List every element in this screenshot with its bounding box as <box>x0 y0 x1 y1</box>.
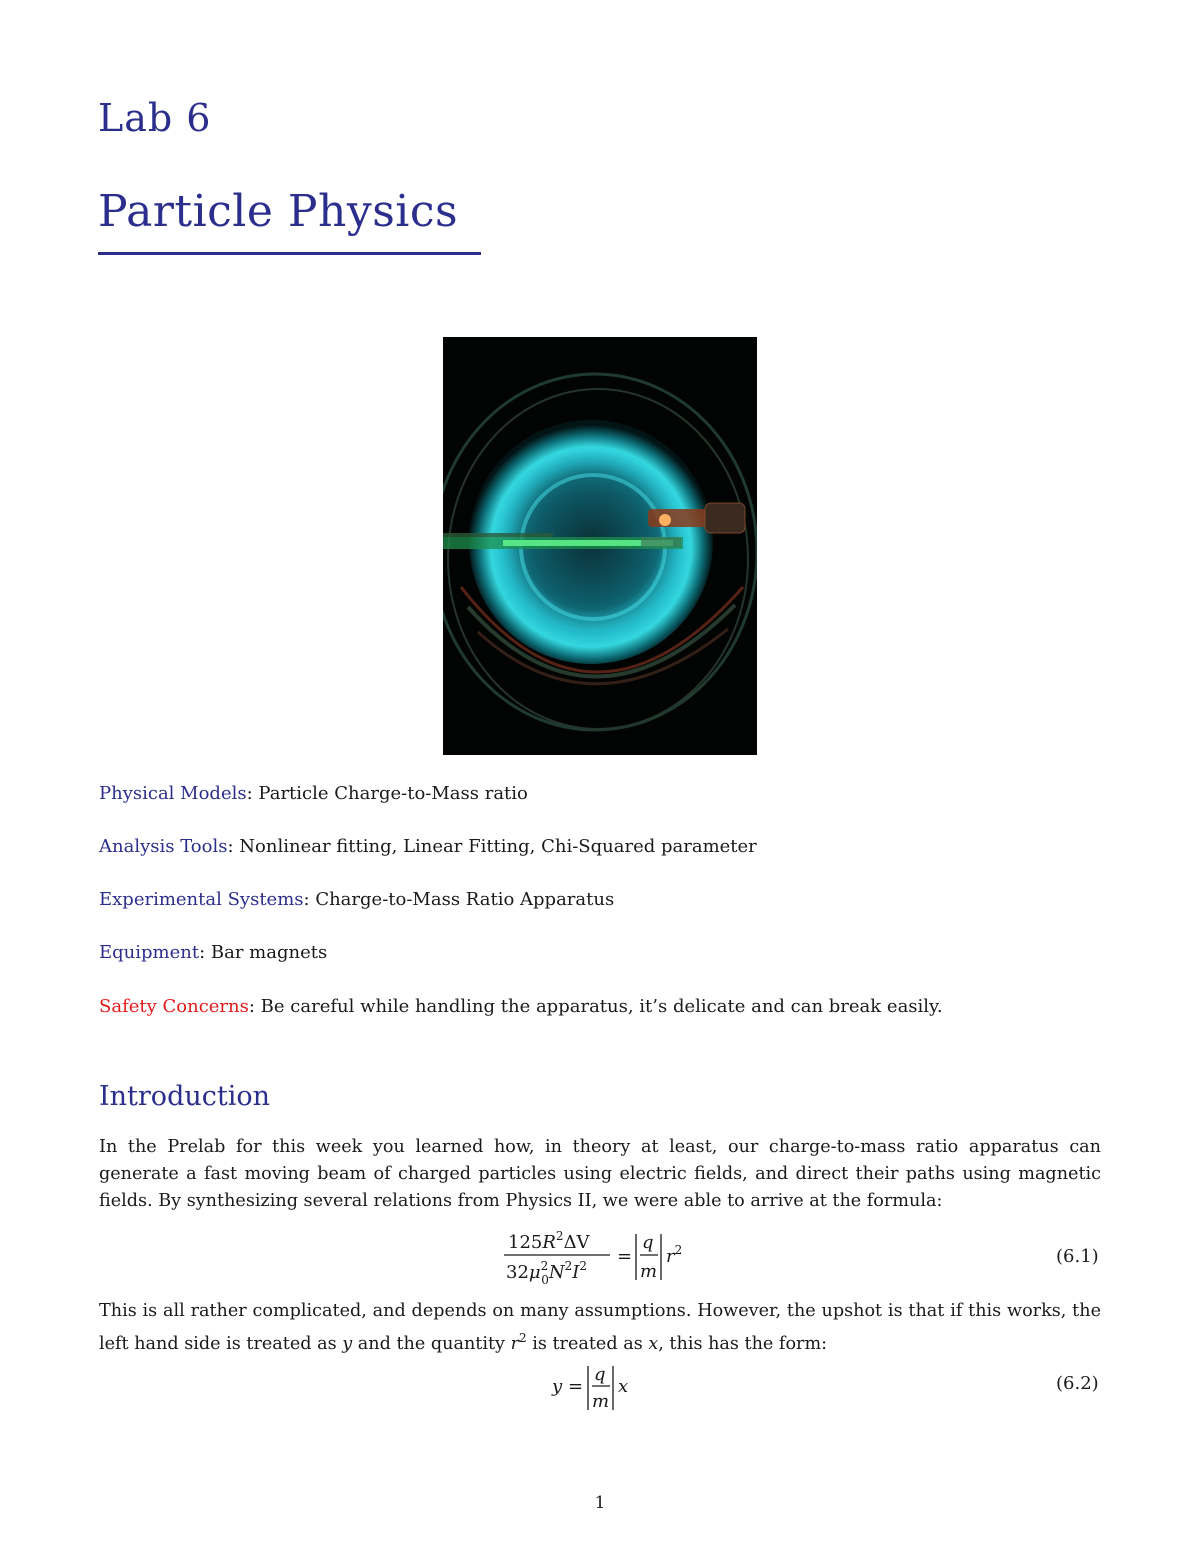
svg-text:m: m <box>592 1391 610 1412</box>
svg-text:r2: $r^2$ <box>666 1243 683 1267</box>
svg-text:q: q <box>642 1232 654 1253</box>
lab-number: Lab 6 <box>98 96 212 140</box>
paragraph-intro: In the Prelab for this week you learned how, in theory at least, our charge-to-mass ratio apparatus can generate a fast moving beam of charged particles using electric fields, and direct their paths using magnetic fields. By synthesizing several relations from Physics II, we were able to arrive at the formula: <box>99 1137 1101 1211</box>
svg-text:q: q <box>594 1364 606 1385</box>
svg-text:x: x <box>618 1376 629 1397</box>
svg-text:m: m <box>640 1261 658 1282</box>
meta-analysis-tools: Analysis Tools: Nonlinear fitting, Linear Fitting, Chi-Squared parameter <box>99 836 757 857</box>
meta-value: Nonlinear fitting, Linear Fitting, Chi-Squared parameter <box>239 836 757 857</box>
meta-value: Be careful while handling the apparatus, it’s delicate and can break easily. <box>260 996 943 1017</box>
equation-6-1 <box>490 1224 730 1286</box>
equation-number-6-1: (6.1) <box>1056 1246 1099 1267</box>
meta-value: Bar magnets <box>210 942 328 963</box>
eq-num-coef: 125 <box>508 1232 543 1253</box>
paragraph-upshot: This is all rather complicated, and depends on many assumptions. However, the upshot is that if this works, the left hand side is treated as y and the quantity $r^2$ is treated as x, this has the form: <box>99 1301 1101 1354</box>
meta-experimental-systems: Experimental Systems: Charge-to-Mass Ratio Apparatus <box>99 889 615 910</box>
meta-value: Particle Charge-to-Mass ratio <box>258 783 528 804</box>
svg-text:125R2ΔV: $125R^2\Delta V$ <box>508 1229 590 1253</box>
equation-number-6-2: (6.2) <box>1056 1373 1099 1394</box>
meta-equipment: Equipment: Bar magnets <box>99 942 328 963</box>
meta-key: Experimental Systems <box>99 889 304 910</box>
meta-key: Safety Concerns <box>99 996 249 1017</box>
page-number: 1 <box>594 1493 606 1513</box>
meta-key: Analysis Tools <box>99 836 228 857</box>
meta-value: Charge-to-Mass Ratio Apparatus <box>315 889 615 910</box>
meta-physical-models: Physical Models: Particle Charge-to-Mass ratio <box>99 783 528 804</box>
meta-key: Equipment <box>99 942 200 963</box>
meta-key: Physical Models <box>99 783 247 804</box>
meta-safety-concerns: Safety Concerns: Be careful while handling the apparatus, it’s delicate and can break easily. <box>99 996 943 1017</box>
svg-text:=: = <box>568 1376 584 1397</box>
svg-text:y: y <box>552 1376 563 1397</box>
apparatus-photo <box>443 337 757 755</box>
section-heading-introduction: Introduction <box>99 1081 270 1112</box>
title-underline <box>98 252 481 255</box>
chapter-title: Particle Physics <box>98 186 459 237</box>
svg-text:32μ20N2I2: $32\mu^2$ $0N^2I^2$ <box>506 1259 588 1286</box>
svg-text:=: = <box>617 1246 633 1267</box>
equation-6-2 <box>548 1362 658 1416</box>
